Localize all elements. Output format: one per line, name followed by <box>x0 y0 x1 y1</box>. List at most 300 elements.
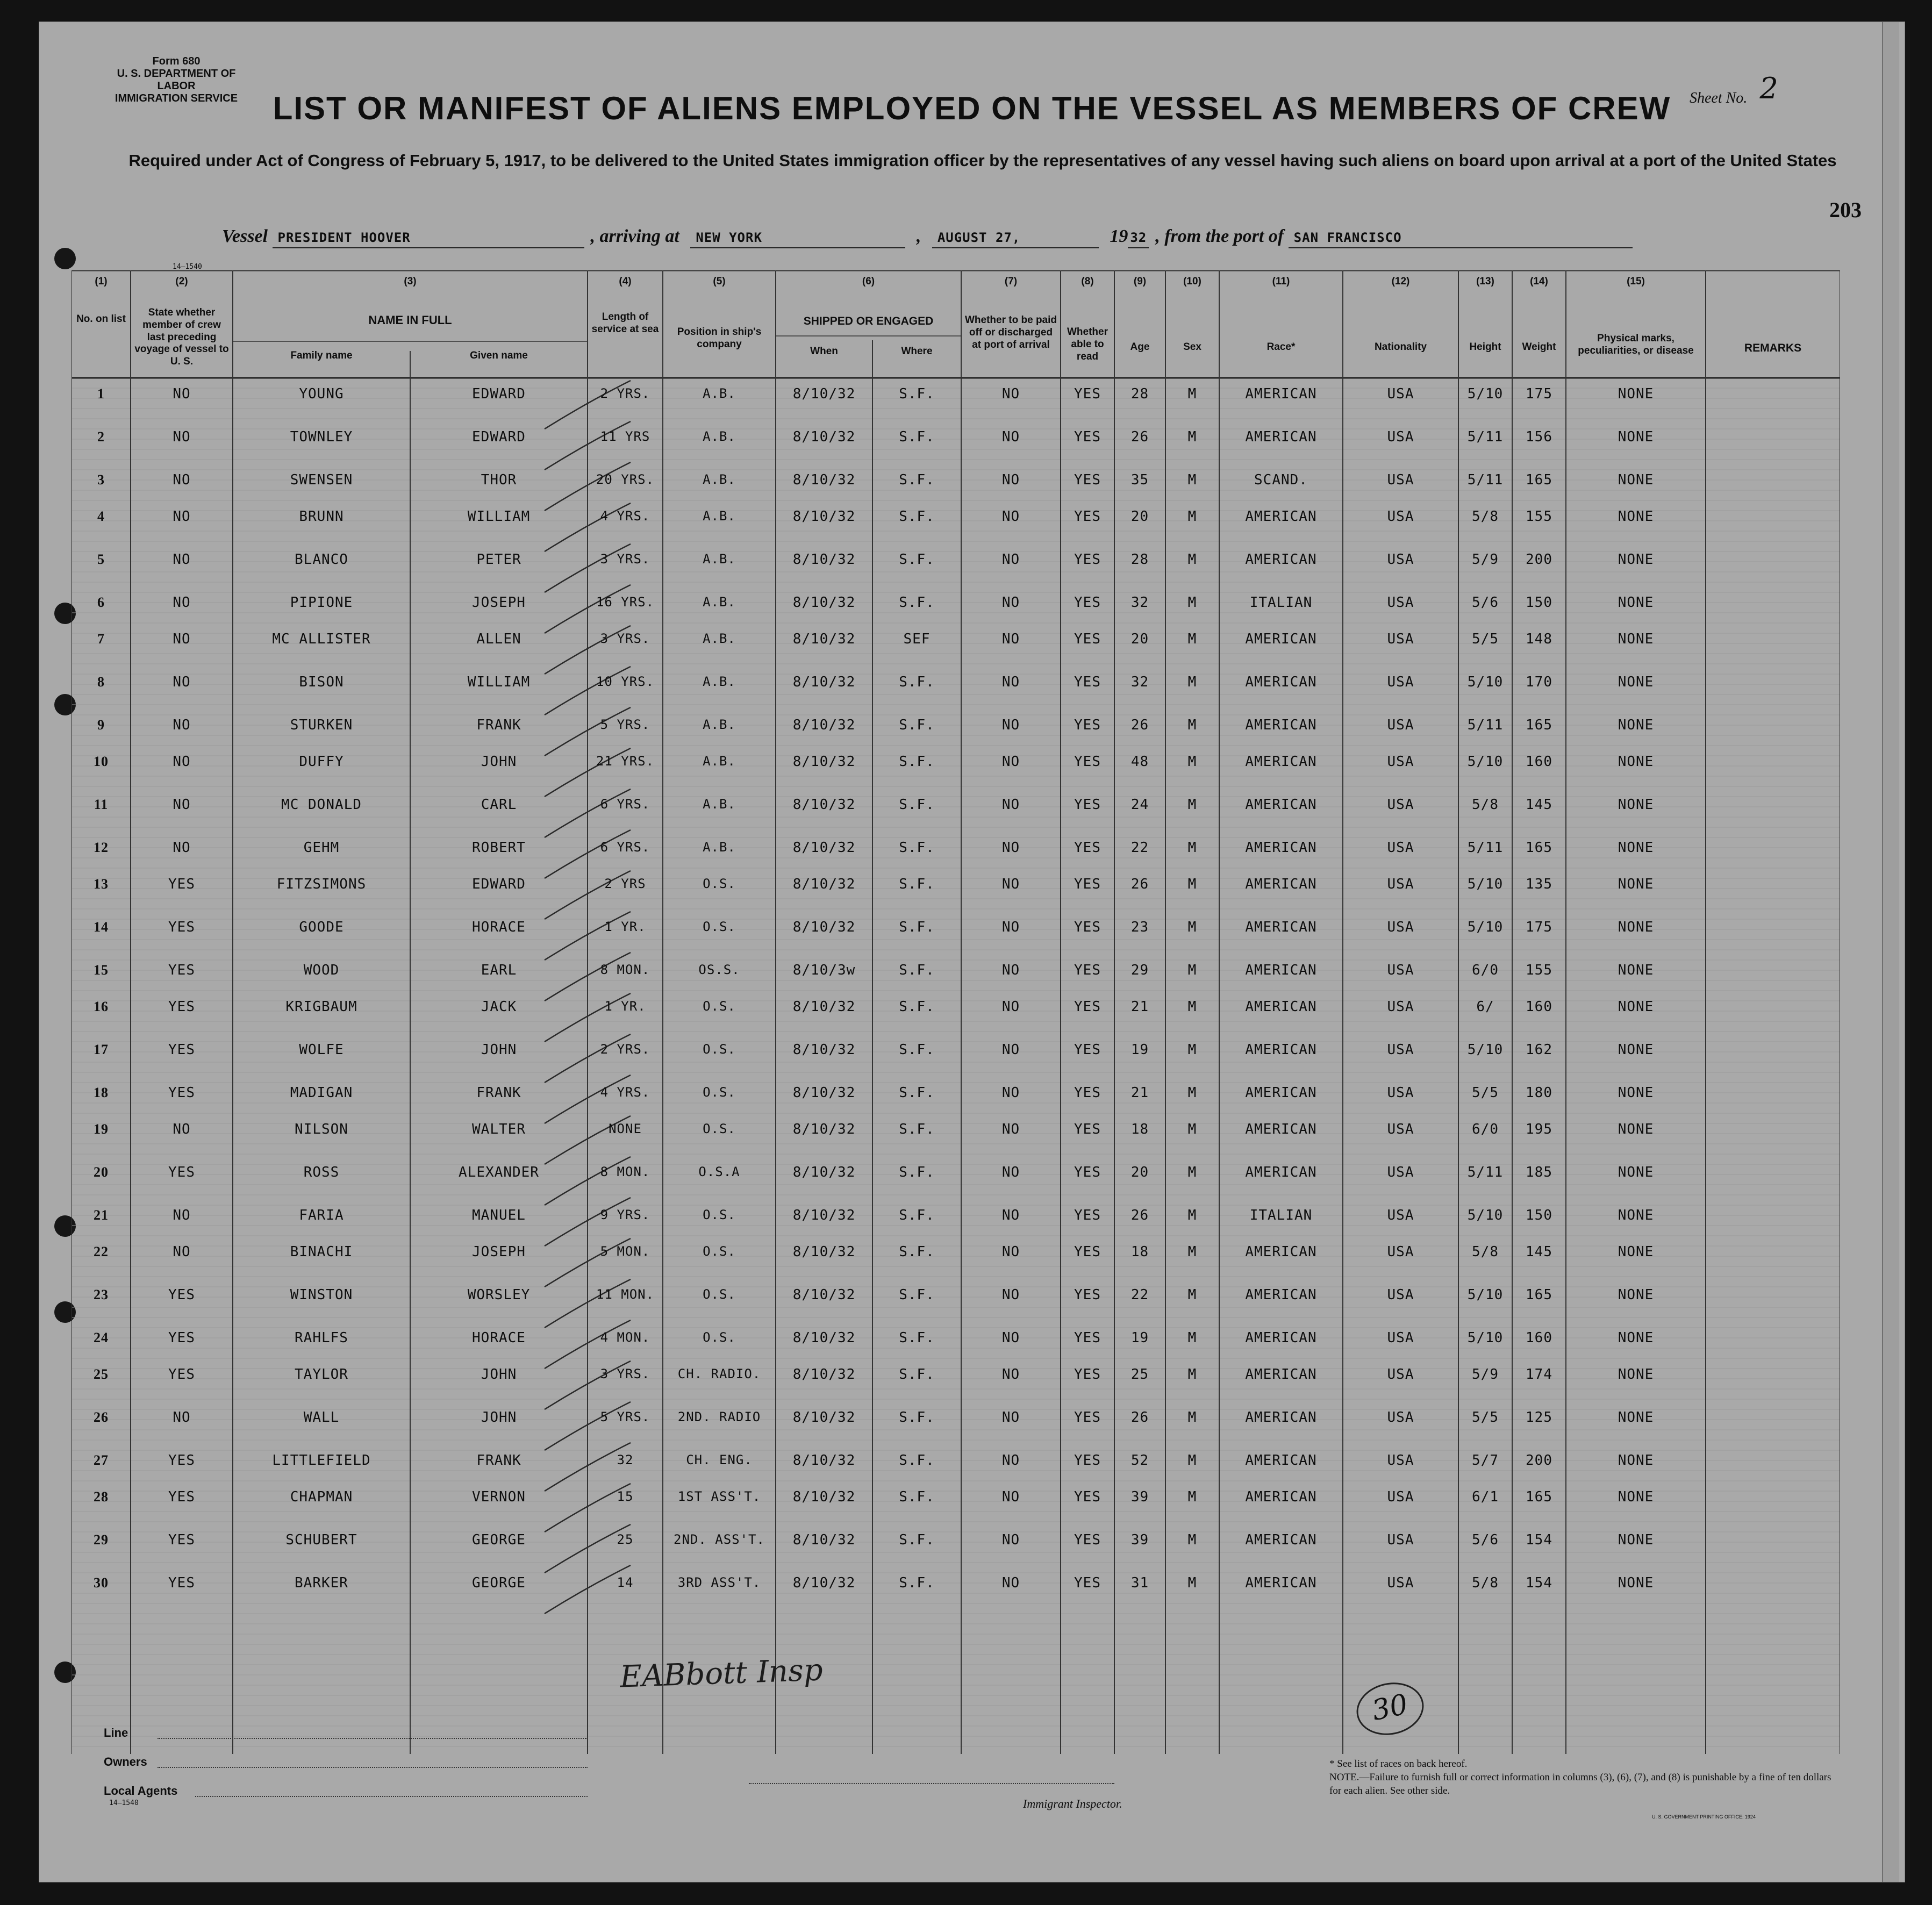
sex-cell: M <box>1187 1164 1197 1180</box>
able-to-read-cell: YES <box>1074 1244 1101 1260</box>
able-to-read-cell: YES <box>1074 1207 1101 1223</box>
shipped-when-cell: 8/10/32 <box>792 429 856 445</box>
height-cell: 5/8 <box>1472 509 1499 525</box>
shipped-when-cell: 8/10/32 <box>792 840 856 856</box>
shipped-when-cell: 8/10/32 <box>792 472 856 488</box>
row-number: 27 <box>94 1452 109 1468</box>
vessel-line <box>222 226 1781 248</box>
position-cell: 3RD ASS'T. <box>677 1575 761 1590</box>
shipped-where-cell: S.F. <box>899 1575 935 1591</box>
shipped-where-cell: S.F. <box>899 840 935 856</box>
inspector-signature-line <box>749 1783 1114 1784</box>
nationality-cell: USA <box>1387 840 1414 856</box>
sex-cell: M <box>1187 1244 1197 1260</box>
shipped-where-cell: S.F. <box>899 1244 935 1260</box>
position-cell: O.S. <box>703 1207 736 1222</box>
sex-cell: M <box>1187 1409 1197 1426</box>
age-cell: 26 <box>1130 876 1149 892</box>
prior-voyage-cell: NO <box>173 1121 191 1137</box>
given-name-cell: EARL <box>481 962 517 978</box>
race-cell: AMERICAN <box>1245 1042 1317 1058</box>
service-length-cell: 2 YRS. <box>600 386 650 401</box>
given-name-cell: JOHN <box>481 1409 517 1426</box>
prior-voyage-cell: NO <box>173 595 191 611</box>
sex-cell: M <box>1187 386 1197 402</box>
prior-voyage-cell: NO <box>173 631 191 647</box>
sheet-number-value: 2 <box>1759 71 1778 105</box>
paid-off-cell: NO <box>1001 717 1020 733</box>
physical-marks-cell: NONE <box>1618 1575 1654 1591</box>
race-cell: ITALIAN <box>1249 595 1313 611</box>
race-note: * See list of races on back hereof. <box>1329 1758 1468 1770</box>
physical-marks-cell: NONE <box>1618 1164 1654 1180</box>
age-cell: 22 <box>1130 1287 1149 1303</box>
race-cell: AMERICAN <box>1245 1085 1317 1101</box>
col6-when-header: When <box>810 346 838 357</box>
height-cell: 6/1 <box>1472 1489 1499 1505</box>
sex-cell: M <box>1187 1452 1197 1469</box>
paid-off-cell: NO <box>1001 631 1020 647</box>
position-cell: CH. RADIO. <box>677 1366 761 1381</box>
race-cell: AMERICAN <box>1245 1287 1317 1303</box>
col14-header: Weight <box>1522 341 1556 353</box>
shipped-when-cell: 8/10/32 <box>792 1330 856 1346</box>
shipped-where-cell: SEF <box>903 631 931 647</box>
family-name-cell: WOOD <box>303 962 340 978</box>
able-to-read-cell: YES <box>1074 595 1101 611</box>
physical-marks-cell: NONE <box>1618 919 1654 935</box>
height-cell: 6/0 <box>1472 962 1499 978</box>
paid-off-cell: NO <box>1001 999 1020 1015</box>
family-name-cell: WOLFE <box>299 1042 344 1058</box>
age-cell: 22 <box>1130 840 1149 856</box>
row-number: 14 <box>94 919 109 935</box>
height-cell: 5/10 <box>1467 674 1504 690</box>
col12-header: Nationality <box>1374 341 1427 353</box>
col9-number: (9) <box>1133 276 1147 287</box>
row-number: 28 <box>94 1489 109 1505</box>
position-cell: A.B. <box>703 552 736 567</box>
row-number: 11 <box>94 797 109 812</box>
nationality-cell: USA <box>1387 1330 1414 1346</box>
race-cell: AMERICAN <box>1245 754 1317 770</box>
col15-header: Physical marks, peculiarities, or disease <box>1578 333 1694 356</box>
row-number: 6 <box>97 595 105 610</box>
shipped-where-cell: S.F. <box>899 509 935 525</box>
physical-marks-cell: NONE <box>1618 840 1654 856</box>
given-name-cell: EDWARD <box>472 386 526 402</box>
shipped-when-cell: 8/10/32 <box>792 797 856 813</box>
shipped-where-cell: S.F. <box>899 1287 935 1303</box>
weight-cell: 145 <box>1526 1244 1552 1260</box>
paid-off-cell: NO <box>1001 962 1020 978</box>
height-cell: 5/5 <box>1472 1409 1499 1426</box>
family-name-cell: BARKER <box>295 1575 348 1591</box>
race-cell: AMERICAN <box>1245 1244 1317 1260</box>
sex-cell: M <box>1187 919 1197 935</box>
service-length-cell: 21 YRS. <box>596 754 655 769</box>
service-length-cell: 32 <box>617 1452 634 1467</box>
prior-voyage-cell: NO <box>173 840 191 856</box>
service-length-cell: 4 YRS. <box>600 1085 650 1100</box>
race-cell: AMERICAN <box>1245 876 1317 892</box>
service-length-cell: 3 YRS. <box>600 552 650 567</box>
weight-cell: 170 <box>1526 674 1552 690</box>
position-cell: A.B. <box>703 386 736 401</box>
arrival-year: 32 <box>1128 230 1149 248</box>
height-cell: 5/6 <box>1472 595 1499 611</box>
paid-off-cell: NO <box>1001 1287 1020 1303</box>
given-name-cell: FRANK <box>476 1085 521 1101</box>
row-number: 25 <box>94 1366 109 1382</box>
physical-marks-cell: NONE <box>1618 876 1654 892</box>
nationality-cell: USA <box>1387 631 1414 647</box>
paid-off-cell: NO <box>1001 1042 1020 1058</box>
col2-number: (2) <box>175 276 188 287</box>
shipped-where-cell: S.F. <box>899 552 935 568</box>
height-cell: 6/ <box>1476 999 1494 1015</box>
sex-cell: M <box>1187 1207 1197 1223</box>
able-to-read-cell: YES <box>1074 797 1101 813</box>
family-name-cell: STURKEN <box>290 717 353 733</box>
paid-off-cell: NO <box>1001 1330 1020 1346</box>
paid-off-cell: NO <box>1001 509 1020 525</box>
shipped-when-cell: 8/10/32 <box>792 1244 856 1260</box>
physical-marks-cell: NONE <box>1618 797 1654 813</box>
given-name-cell: WORSLEY <box>467 1287 531 1303</box>
position-cell: O.S. <box>703 1085 736 1100</box>
position-cell: A.B. <box>703 754 736 769</box>
row-number: 5 <box>97 552 105 567</box>
weight-cell: 165 <box>1526 717 1552 733</box>
able-to-read-cell: YES <box>1074 1452 1101 1469</box>
height-cell: 5/10 <box>1467 754 1504 770</box>
position-cell: O.S. <box>703 876 736 891</box>
service-length-cell: 16 YRS. <box>596 595 655 610</box>
row-number: 20 <box>94 1164 109 1180</box>
row-number: 19 <box>94 1121 109 1137</box>
family-name-cell: WALL <box>303 1409 340 1426</box>
shipped-when-cell: 8/10/32 <box>792 509 856 525</box>
col15-number: (15) <box>1627 276 1645 287</box>
age-cell: 26 <box>1130 429 1149 445</box>
service-length-cell: 11 YRS <box>600 429 650 444</box>
nationality-cell: USA <box>1387 1409 1414 1426</box>
given-name-cell: GEORGE <box>472 1575 526 1591</box>
position-cell: A.B. <box>703 840 736 855</box>
nationality-cell: USA <box>1387 999 1414 1015</box>
arriving-label: , arriving at <box>590 226 679 246</box>
shipped-when-cell: 8/10/32 <box>792 1452 856 1469</box>
family-name-cell: WINSTON <box>290 1287 353 1303</box>
paid-off-cell: NO <box>1001 1164 1020 1180</box>
prior-voyage-cell: YES <box>168 962 195 978</box>
prior-voyage-cell: NO <box>173 386 191 402</box>
shipped-where-cell: S.F. <box>899 1085 935 1101</box>
nationality-cell: USA <box>1387 1452 1414 1469</box>
position-cell: O.S. <box>703 1287 736 1302</box>
year-prefix: 19 <box>1110 226 1128 246</box>
shipped-when-cell: 8/10/32 <box>792 754 856 770</box>
nationality-cell: USA <box>1387 1164 1414 1180</box>
able-to-read-cell: YES <box>1074 962 1101 978</box>
physical-marks-cell: NONE <box>1618 1042 1654 1058</box>
physical-marks-cell: NONE <box>1618 1207 1654 1223</box>
shipped-when-cell: 8/10/32 <box>792 1575 856 1591</box>
row-number: 23 <box>94 1287 109 1302</box>
given-name-cell: EDWARD <box>472 429 526 445</box>
shipped-where-cell: S.F. <box>899 1409 935 1426</box>
physical-marks-cell: NONE <box>1618 595 1654 611</box>
given-name-cell: JOHN <box>481 1042 517 1058</box>
row-number: 10 <box>94 754 109 769</box>
able-to-read-cell: YES <box>1074 919 1101 935</box>
race-cell: AMERICAN <box>1245 1452 1317 1469</box>
height-cell: 5/11 <box>1467 1164 1504 1180</box>
race-cell: AMERICAN <box>1245 919 1317 935</box>
service-length-cell: 5 YRS. <box>600 717 650 732</box>
sex-cell: M <box>1187 472 1197 488</box>
weight-cell: 155 <box>1526 962 1552 978</box>
sex-cell: M <box>1187 797 1197 813</box>
weight-cell: 195 <box>1526 1121 1552 1137</box>
able-to-read-cell: YES <box>1074 876 1101 892</box>
able-to-read-cell: YES <box>1074 1575 1101 1591</box>
shipped-when-cell: 8/10/3w <box>792 962 856 978</box>
age-cell: 18 <box>1130 1121 1149 1137</box>
family-name-cell: TAYLOR <box>295 1366 348 1383</box>
department-name: U. S. DEPARTMENT OF LABOR <box>117 68 236 92</box>
race-cell: AMERICAN <box>1245 674 1317 690</box>
family-name-cell: NILSON <box>295 1121 348 1137</box>
able-to-read-cell: YES <box>1074 1121 1101 1137</box>
age-cell: 25 <box>1130 1366 1149 1383</box>
position-cell: O.S.A <box>698 1164 740 1179</box>
arrival-date: AUGUST 27, <box>932 230 1099 248</box>
height-cell: 5/9 <box>1472 1366 1499 1383</box>
weight-cell: 154 <box>1526 1532 1552 1548</box>
shipped-when-cell: 8/10/32 <box>792 876 856 892</box>
sheet-page-count: 203 <box>1829 198 1862 222</box>
prior-voyage-cell: YES <box>168 1532 195 1548</box>
race-cell: AMERICAN <box>1245 797 1317 813</box>
service-length-cell: 9 YRS. <box>600 1207 650 1222</box>
race-cell: AMERICAN <box>1245 962 1317 978</box>
col6-number: (6) <box>862 276 875 287</box>
paid-off-cell: NO <box>1001 1207 1020 1223</box>
age-cell: 32 <box>1130 595 1149 611</box>
shipped-where-cell: S.F. <box>899 717 935 733</box>
weight-cell: 200 <box>1526 1452 1552 1469</box>
physical-marks-cell: NONE <box>1618 962 1654 978</box>
shipped-when-cell: 8/10/32 <box>792 631 856 647</box>
weight-cell: 185 <box>1526 1164 1552 1180</box>
height-cell: 6/0 <box>1472 1121 1499 1137</box>
row-number: 3 <box>97 472 105 488</box>
col2-header: State whether member of crew last preceding voyage of vessel to U. S. <box>134 307 229 368</box>
row-number: 1 <box>97 386 105 402</box>
prior-voyage-cell: NO <box>173 1409 191 1426</box>
given-name-cell: FRANK <box>476 1452 521 1469</box>
position-cell: O.S. <box>703 1042 736 1057</box>
physical-marks-cell: NONE <box>1618 1121 1654 1137</box>
crew-table <box>71 270 1840 1754</box>
row-number: 26 <box>94 1409 109 1425</box>
weight-cell: 165 <box>1526 840 1552 856</box>
physical-marks-cell: NONE <box>1618 429 1654 445</box>
shipped-where-cell: S.F. <box>899 919 935 935</box>
weight-cell: 175 <box>1526 919 1552 935</box>
race-cell: AMERICAN <box>1245 1121 1317 1137</box>
paid-off-cell: NO <box>1001 1244 1020 1260</box>
paid-off-cell: NO <box>1001 1121 1020 1137</box>
race-cell: AMERICAN <box>1245 717 1317 733</box>
race-cell: AMERICAN <box>1245 429 1317 445</box>
able-to-read-cell: YES <box>1074 631 1101 647</box>
weight-cell: 165 <box>1526 472 1552 488</box>
height-cell: 5/10 <box>1467 1330 1504 1346</box>
height-cell: 5/10 <box>1467 1042 1504 1058</box>
age-cell: 26 <box>1130 717 1149 733</box>
sex-cell: M <box>1187 509 1197 525</box>
height-cell: 5/8 <box>1472 1244 1499 1260</box>
sex-cell: M <box>1187 631 1197 647</box>
age-cell: 28 <box>1130 386 1149 402</box>
given-name-cell: ROBERT <box>472 840 526 856</box>
inspector-label: Immigrant Inspector. <box>1023 1797 1122 1810</box>
shipped-when-cell: 8/10/32 <box>792 595 856 611</box>
given-name-cell: WILLIAM <box>467 509 531 525</box>
owners-label: Owners <box>104 1755 147 1768</box>
able-to-read-cell: YES <box>1074 1287 1101 1303</box>
prior-voyage-cell: YES <box>168 1085 195 1101</box>
shipped-when-cell: 8/10/32 <box>792 717 856 733</box>
age-cell: 20 <box>1130 1164 1149 1180</box>
race-cell: AMERICAN <box>1245 1330 1317 1346</box>
nationality-cell: USA <box>1387 754 1414 770</box>
age-cell: 29 <box>1130 962 1149 978</box>
family-name-cell: BISON <box>299 674 344 690</box>
shipped-when-cell: 8/10/32 <box>792 1085 856 1101</box>
service-length-cell: 3 YRS. <box>600 1366 650 1381</box>
able-to-read-cell: YES <box>1074 840 1101 856</box>
height-cell: 5/8 <box>1472 1575 1499 1591</box>
row-number: 7 <box>97 631 105 647</box>
shipped-where-cell: S.F. <box>899 429 935 445</box>
prior-voyage-cell: YES <box>168 1042 195 1058</box>
col8-number: (8) <box>1081 276 1094 287</box>
sex-cell: M <box>1187 1085 1197 1101</box>
shipped-when-cell: 8/10/32 <box>792 1532 856 1548</box>
vessel-label: Vessel <box>222 226 268 246</box>
position-cell: O.S. <box>703 999 736 1014</box>
service-length-cell: 5 MON. <box>600 1244 650 1259</box>
origin-port: SAN FRANCISCO <box>1289 230 1633 248</box>
height-cell: 5/11 <box>1467 840 1504 856</box>
race-cell: AMERICAN <box>1245 509 1317 525</box>
physical-marks-cell: NONE <box>1618 1244 1654 1260</box>
service-length-cell: 6 YRS. <box>600 840 650 855</box>
col9-header: Age <box>1130 341 1150 353</box>
able-to-read-cell: YES <box>1074 552 1101 568</box>
given-name-cell: FRANK <box>476 717 521 733</box>
age-cell: 32 <box>1130 674 1149 690</box>
nationality-cell: USA <box>1387 1121 1414 1137</box>
paid-off-cell: NO <box>1001 674 1020 690</box>
given-name-cell: JACK <box>481 999 517 1015</box>
prior-voyage-cell: YES <box>168 876 195 892</box>
weight-cell: 165 <box>1526 1489 1552 1505</box>
able-to-read-cell: YES <box>1074 509 1101 525</box>
row-number: 18 <box>94 1085 109 1100</box>
col11-number: (11) <box>1272 276 1290 287</box>
able-to-read-cell: YES <box>1074 1330 1101 1346</box>
owners-field <box>158 1767 588 1768</box>
row-number: 24 <box>94 1330 109 1345</box>
given-name-cell: JOSEPH <box>472 595 526 611</box>
race-cell: AMERICAN <box>1245 1532 1317 1548</box>
race-cell: AMERICAN <box>1245 1575 1317 1591</box>
sex-cell: M <box>1187 674 1197 690</box>
age-cell: 35 <box>1130 472 1149 488</box>
weight-cell: 135 <box>1526 876 1552 892</box>
prior-voyage-cell: NO <box>173 509 191 525</box>
given-name-cell: CARL <box>481 797 517 813</box>
family-name-cell: CHAPMAN <box>290 1489 353 1505</box>
weight-cell: 150 <box>1526 1207 1552 1223</box>
shipped-when-cell: 8/10/32 <box>792 1121 856 1137</box>
given-name-cell: HORACE <box>472 919 526 935</box>
paid-off-cell: NO <box>1001 1532 1020 1548</box>
page-title: LIST OR MANIFEST OF ALIENS EMPLOYED ON THE VESSEL AS MEMBERS OF CREW <box>273 90 1671 126</box>
given-name-cell: EDWARD <box>472 876 526 892</box>
given-name-cell: PETER <box>476 552 521 568</box>
position-cell: A.B. <box>703 717 736 732</box>
able-to-read-cell: YES <box>1074 754 1101 770</box>
sex-cell: M <box>1187 1366 1197 1383</box>
nationality-cell: USA <box>1387 472 1414 488</box>
paid-off-cell: NO <box>1001 797 1020 813</box>
prior-voyage-cell: YES <box>168 1575 195 1591</box>
age-cell: 48 <box>1130 754 1149 770</box>
able-to-read-cell: YES <box>1074 999 1101 1015</box>
row-number: 21 <box>94 1207 109 1223</box>
able-to-read-cell: YES <box>1074 1409 1101 1426</box>
race-cell: AMERICAN <box>1245 1164 1317 1180</box>
position-cell: A.B. <box>703 429 736 444</box>
service-length-cell: 1 YR. <box>604 919 646 934</box>
position-cell: A.B. <box>703 797 736 812</box>
race-cell: AMERICAN <box>1245 840 1317 856</box>
row-number: 13 <box>94 876 109 892</box>
shipped-where-cell: S.F. <box>899 1366 935 1383</box>
col3-family-header: Family name <box>290 350 353 361</box>
position-cell: 1ST ASS'T. <box>677 1489 761 1504</box>
sex-cell: M <box>1187 876 1197 892</box>
nationality-cell: USA <box>1387 717 1414 733</box>
given-name-cell: WILLIAM <box>467 674 531 690</box>
age-cell: 26 <box>1130 1207 1149 1223</box>
height-cell: 5/11 <box>1467 717 1504 733</box>
height-cell: 5/10 <box>1467 1287 1504 1303</box>
shipped-where-cell: S.F. <box>899 876 935 892</box>
paid-off-cell: NO <box>1001 1409 1020 1426</box>
agents-label: Local Agents <box>104 1784 178 1797</box>
given-name-cell: WALTER <box>472 1121 526 1137</box>
col6-header: SHIPPED OR ENGAGED <box>803 315 934 327</box>
position-cell: A.B. <box>703 472 736 487</box>
nationality-cell: USA <box>1387 1244 1414 1260</box>
